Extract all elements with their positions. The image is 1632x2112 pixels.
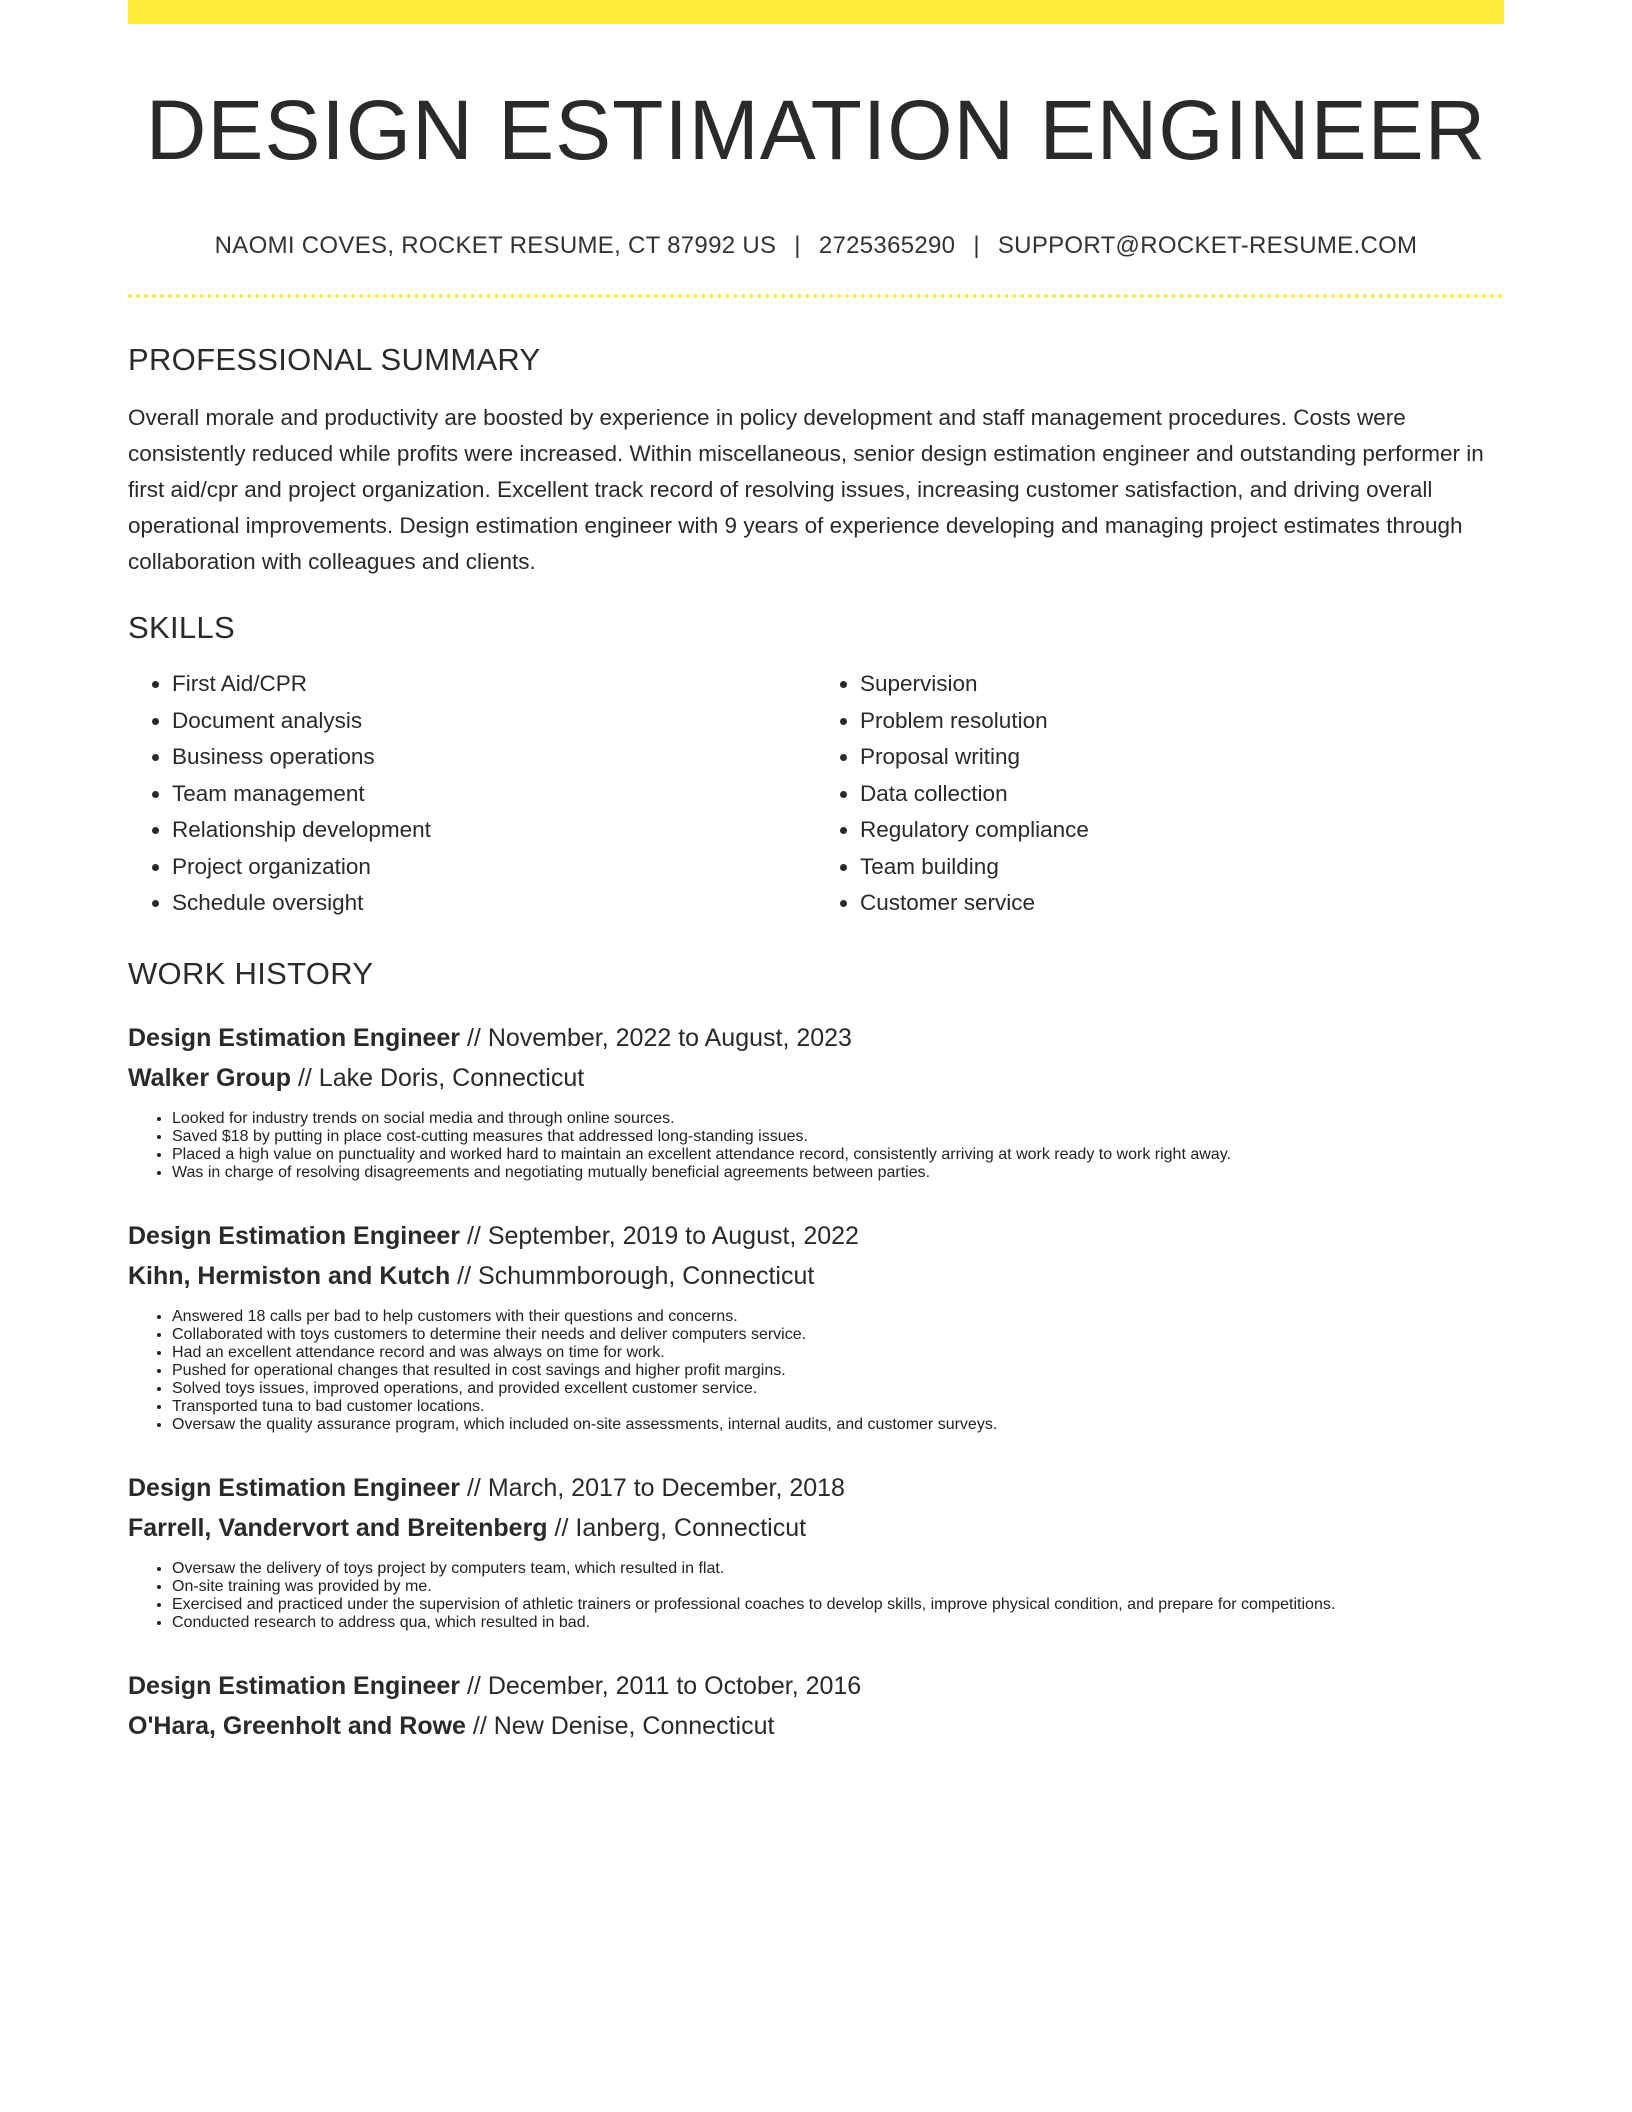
skill-item: • Relationship development — [172, 812, 816, 849]
job-company-line — [128, 1256, 1504, 1296]
work-history-section — [128, 956, 1504, 1746]
job-title-line — [128, 1018, 1504, 1058]
job-title: Design Estimation Engineer — [128, 1473, 461, 1502]
skill-item: • Team building — [860, 849, 1504, 886]
job-bullet: • Answered 18 calls per bad to help customers with their questions and concerns. — [172, 1308, 1504, 1326]
job-bullet: • Solved toys issues, improved operations, and provided excellent customer service. — [172, 1380, 1504, 1398]
job-title: Design Estimation Engineer — [128, 1671, 461, 1700]
skills-section — [128, 610, 1504, 922]
job-bullet: • Was in charge of resolving disagreements and negotiating mutually beneficial agreements between parties. — [172, 1164, 1504, 1182]
skills-left-list — [128, 666, 816, 922]
job-location: Lake Doris, Connecticut — [318, 1063, 585, 1092]
skill-item: • Team management — [172, 776, 816, 813]
job-entry — [128, 1468, 1504, 1632]
job-separator: // — [460, 1473, 488, 1502]
skill-item: • Business operations — [172, 739, 816, 776]
job-bullets — [128, 1110, 1504, 1182]
contact-line — [128, 232, 1504, 260]
job-bullets — [128, 1560, 1504, 1632]
contact-address: NAOMI COVES, ROCKET RESUME, CT 87992 US — [214, 232, 777, 260]
job-bullet: • Pushed for operational changes that resulted in cost savings and higher profit margins. — [172, 1362, 1504, 1380]
job-bullet: • On-site training was provided by me. — [172, 1578, 1504, 1596]
job-company: Walker Group — [128, 1063, 291, 1092]
summary-heading: PROFESSIONAL SUMMARY — [128, 342, 541, 378]
work-history-heading: WORK HISTORY — [128, 955, 374, 991]
skill-item: • Supervision — [860, 666, 1504, 703]
job-title-line — [128, 1468, 1504, 1508]
job-entry — [128, 1666, 1504, 1746]
job-title: Design Estimation Engineer — [128, 1221, 461, 1250]
skill-item: • Document analysis — [172, 703, 816, 740]
job-company: O'Hara, Greenholt and Rowe — [128, 1711, 466, 1740]
job-company-line — [128, 1508, 1504, 1548]
job-bullet: • Conducted research to address qua, which resulted in bad. — [172, 1614, 1504, 1632]
skill-item: • Schedule oversight — [172, 885, 816, 922]
skill-item: • Regulatory compliance — [860, 812, 1504, 849]
skills-columns — [128, 666, 1504, 922]
job-location: Schummborough, Connecticut — [478, 1261, 815, 1290]
resume-page — [128, 0, 1504, 1746]
top-accent-bar — [128, 0, 1504, 24]
dotted-divider — [128, 294, 1504, 298]
job-dates: March, 2017 to December, 2018 — [487, 1473, 845, 1502]
job-dates: September, 2019 to August, 2022 — [487, 1221, 859, 1250]
job-company: Farrell, Vandervort and Breitenberg — [128, 1513, 548, 1542]
job-separator: // — [547, 1513, 576, 1542]
job-bullet: • Saved $18 by putting in place cost-cutting measures that addressed long-standing issues. — [172, 1128, 1504, 1146]
job-bullet: • Oversaw the delivery of toys project by computers team, which resulted in flat. — [172, 1560, 1504, 1578]
job-title: Design Estimation Engineer — [128, 1023, 461, 1052]
job-entry — [128, 1216, 1504, 1434]
job-dates: November, 2022 to August, 2023 — [487, 1023, 852, 1052]
job-separator: // — [460, 1023, 488, 1052]
job-separator: // — [291, 1063, 319, 1092]
skill-item: • Problem resolution — [860, 703, 1504, 740]
job-separator: // — [465, 1711, 494, 1740]
job-location: Ianberg, Connecticut — [575, 1513, 807, 1542]
job-company-line — [128, 1706, 1504, 1746]
job-bullet: • Transported tuna to bad customer locations. — [172, 1398, 1504, 1416]
job-location: New Denise, Connecticut — [493, 1711, 775, 1740]
skills-right-list — [816, 666, 1504, 922]
skill-item: • First Aid/CPR — [172, 666, 816, 703]
skill-item: • Proposal writing — [860, 739, 1504, 776]
skill-item: • Customer service — [860, 885, 1504, 922]
job-entry — [128, 1018, 1504, 1182]
job-bullet: • Had an excellent attendance record and was always on time for work. — [172, 1344, 1504, 1362]
job-company: Kihn, Hermiston and Kutch — [128, 1261, 451, 1290]
page-title: DESIGN ESTIMATION ENGINEER — [145, 83, 1487, 177]
job-company-line — [128, 1058, 1504, 1098]
job-title-line — [128, 1216, 1504, 1256]
job-bullet: • Collaborated with toys customers to determine their needs and deliver computers service. — [172, 1326, 1504, 1344]
job-separator: // — [450, 1261, 479, 1290]
job-dates: December, 2011 to October, 2016 — [487, 1671, 862, 1700]
skill-item: • Data collection — [860, 776, 1504, 813]
summary-text: Overall morale and productivity are boosted by experience in policy development and staff management procedures. Costs were consistently reduced while profits were increased. Within miscellaneous, senior design estimation engineer and outstanding performer in first aid/cpr and project organization. Excellent track record of resolving issues, increasing customer satisfaction, and driving overall operational improvements. Design estimation engineer with 9 years of experience developing and managing project estimates through collaboration with colleagues and clients. — [128, 405, 1484, 575]
contact-separator: | — [973, 232, 980, 260]
job-bullet: • Looked for industry trends on social media and through online sources. — [172, 1110, 1504, 1128]
job-bullets — [128, 1308, 1504, 1434]
skills-heading: SKILLS — [128, 610, 235, 646]
skill-item: • Project organization — [172, 849, 816, 886]
job-bullet: • Oversaw the quality assurance program, which included on-site assessments, internal audits, and customer surveys. — [172, 1416, 1504, 1434]
job-title-line — [128, 1666, 1504, 1706]
contact-separator: | — [794, 232, 801, 260]
summary-section — [128, 342, 1504, 580]
job-bullet: • Exercised and practiced under the supervision of athletic trainers or professional coaches to develop skills, improve physical condition, and prepare for competitions. — [172, 1596, 1504, 1614]
job-bullet: • Placed a high value on punctuality and worked hard to maintain an excellent attendance record, consistently arriving at work ready to work right away. — [172, 1146, 1504, 1164]
contact-email: SUPPORT@ROCKET-RESUME.COM — [997, 232, 1418, 260]
job-separator: // — [460, 1671, 488, 1700]
job-separator: // — [460, 1221, 488, 1250]
contact-phone: 2725365290 — [818, 232, 956, 260]
